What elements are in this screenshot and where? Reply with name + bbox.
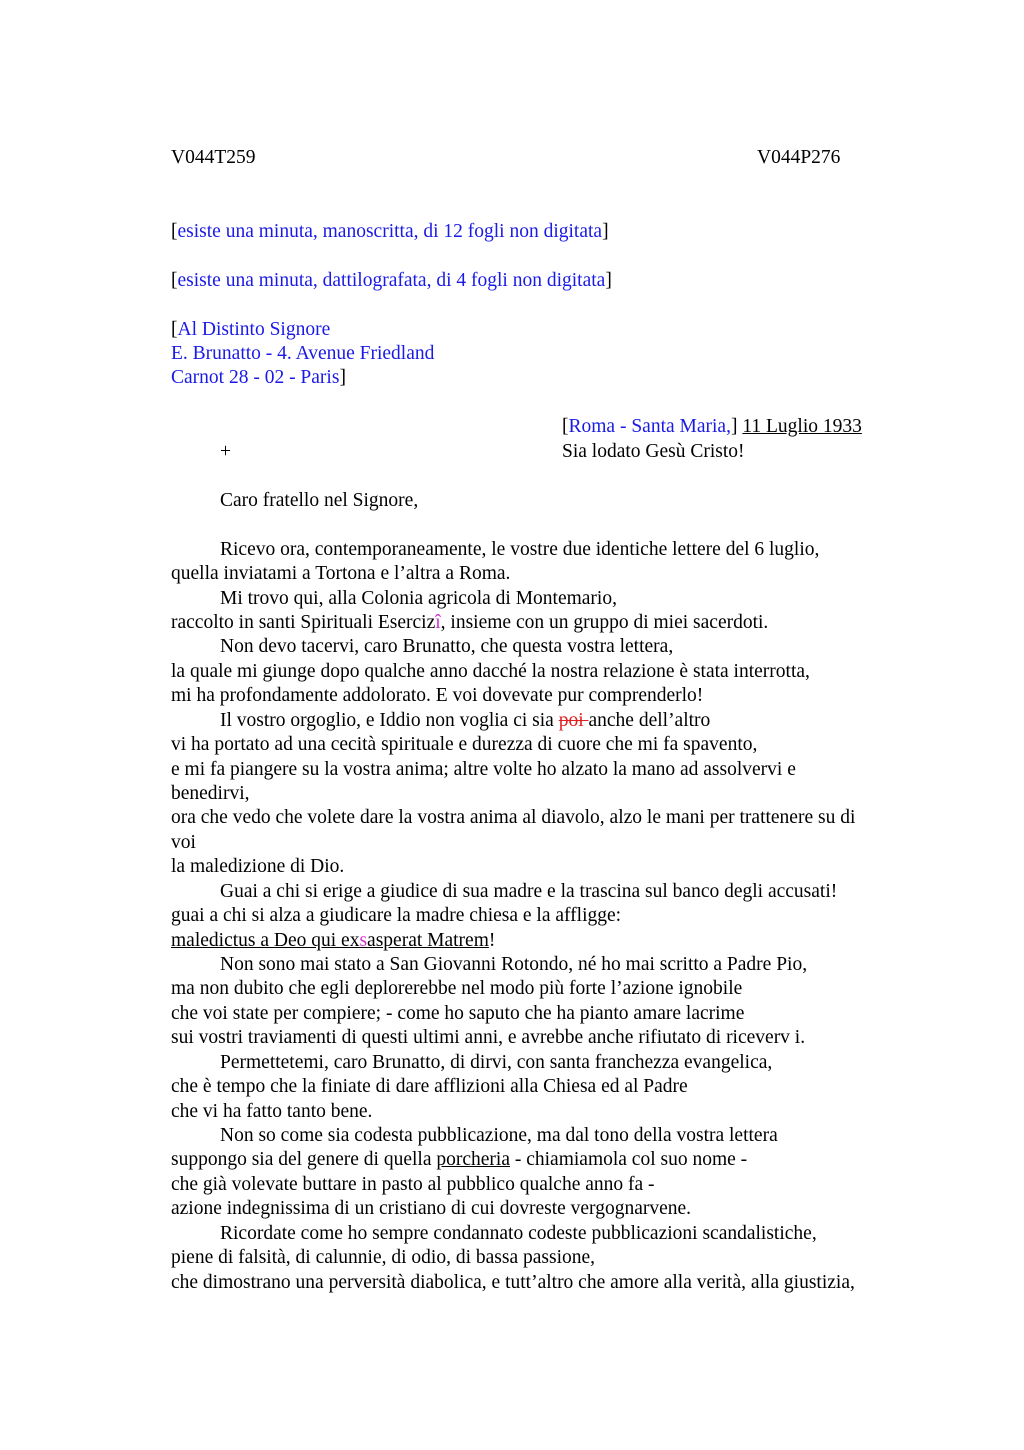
- body-line: Ricordate come ho sempre condannato codeste pubblicazioni scandalistiche,: [220, 1223, 817, 1244]
- body-line: [171, 611, 768, 635]
- body-line-part: - chiamiamola col suo nome -: [509, 1149, 748, 1170]
- address-line-3-text: Carnot 28 - 02 - Paris: [171, 367, 340, 388]
- address-line-3: Carnot 28 - 02 - Paris]: [171, 367, 346, 388]
- note-minuta-2-text: esiste una minuta, dattilografata, di 4 fogli non digitata: [177, 270, 606, 291]
- correction-mark: î: [435, 612, 441, 633]
- body-line-part: !: [488, 930, 496, 951]
- body-line: che vi ha fatto tanto bene.: [171, 1101, 373, 1122]
- body-line: ora che vedo che volete dare la vostra anima al diavolo, alzo le mani per trattenere su di: [171, 807, 856, 828]
- body-line: azione indegnissima di un cristiano di cui dovreste vergognarvene.: [171, 1198, 692, 1219]
- latin-quote-part: asperat Matrem: [367, 930, 489, 951]
- note-minuta-2: [esiste una minuta, dattilografata, di 4 fogli non digitata]: [171, 270, 612, 291]
- deleted-word: poi: [558, 710, 589, 731]
- left-code: V044T259: [171, 147, 256, 168]
- dateline-date: 11 Luglio 1933: [742, 416, 862, 437]
- underlined-word: porcheria: [436, 1149, 510, 1170]
- body-line: [171, 929, 495, 953]
- body-line: benedirvi,: [171, 783, 250, 804]
- body-line: quella inviatami a Tortona e l’altra a Roma.: [171, 563, 511, 584]
- body-line: ma non dubito che egli deplorerebbe nel modo più forte l’azione ignobile: [171, 978, 743, 999]
- address-line-1-text: Al Distinto Signore: [177, 319, 331, 340]
- body-line: Non devo tacervi, caro Brunatto, che questa vostra lettera,: [220, 636, 674, 657]
- body-line: che già volevate buttare in pasto al pubblico qualche anno fa -: [171, 1174, 655, 1195]
- body-line: Ricevo ora, contemporaneamente, le vostre due identiche lettere del 6 luglio,: [220, 539, 820, 560]
- body-line: Permettetemi, caro Brunatto, di dirvi, con santa franchezza evangelica,: [220, 1052, 773, 1073]
- body-line: la maledizione di Dio.: [171, 856, 345, 877]
- body-line: Non so come sia codesta pubblicazione, ma dal tono della vostra lettera: [220, 1125, 778, 1146]
- body-line: la quale mi giunge dopo qualche anno dacché la nostra relazione è stata interrotta,: [171, 661, 810, 682]
- body-line: che è tempo che la finiate di dare afflizioni alla Chiesa ed al Padre: [171, 1076, 688, 1097]
- body-line: [171, 1148, 747, 1172]
- latin-quote-part: maledictus a Deo qui ex: [171, 930, 360, 951]
- body-line: [220, 709, 710, 733]
- note-minuta-1-text: esiste una minuta, manoscritta, di 12 fogli non digitata: [177, 221, 603, 242]
- body-line-part: , insieme con un gruppo di miei sacerdoti.: [440, 612, 769, 633]
- body-line: sui vostri traviamenti di questi ultimi anni, e avrebbe anche rifiutato di riceverv i.: [171, 1027, 806, 1048]
- body-line: che dimostrano una perversità diabolica, e tutt’altro che amore alla verità, alla giustizia,: [171, 1272, 855, 1293]
- body-line-part: suppongo sia del genere di quella: [171, 1149, 437, 1170]
- body-line: che voi state per compiere; - come ho saputo che ha pianto amare lacrime: [171, 1003, 745, 1024]
- body-line: Guai a chi si erige a giudice di sua madre e la trascina sul banco degli accusati!: [220, 881, 838, 902]
- note-minuta-1: [esiste una minuta, manoscritta, di 12 fogli non digitata]: [171, 221, 609, 242]
- body-line: e mi fa piangere su la vostra anima; altre volte ho alzato la mano ad assolvervi e: [171, 759, 796, 780]
- body-line-part: anche dell’altro: [588, 710, 711, 731]
- body-line-part: raccolto in santi Spirituali Eserciz: [171, 612, 436, 633]
- body-line: piene di falsità, di calunnie, di odio, di bassa passione,: [171, 1247, 596, 1268]
- address-line-2: E. Brunatto - 4. Avenue Friedland: [171, 343, 435, 364]
- correction-mark: s: [359, 930, 368, 951]
- right-code: V044P276: [757, 147, 841, 168]
- body-line: Non sono mai stato a San Giovanni Rotondo, né ho mai scritto a Padre Pio,: [220, 954, 808, 975]
- body-line: vi ha portato ad una cecità spirituale e durezza di cuore che mi fa spavento,: [171, 734, 758, 755]
- blessing: Sia lodato Gesù Cristo!: [562, 441, 745, 462]
- body-line: mi ha profondamente addolorato. E voi dovevate pur comprenderlo!: [171, 685, 704, 706]
- body-line: guai a chi si alza a giudicare la madre chiesa e la affligge:: [171, 905, 622, 926]
- dateline-place: Roma - Santa Maria,: [568, 416, 731, 437]
- address-line-1: [Al Distinto Signore: [171, 319, 331, 340]
- cross-mark: +: [220, 441, 231, 462]
- body-line: Mi trovo qui, alla Colonia agricola di Montemario,: [220, 588, 617, 609]
- body-line-part: Il vostro orgoglio, e Iddio non voglia ci sia: [220, 710, 559, 731]
- latin-quote: [171, 930, 489, 951]
- body-line: voi: [171, 832, 196, 853]
- dateline: [Roma - Santa Maria,] 11 Luglio 1933: [562, 416, 862, 437]
- salutation: Caro fratello nel Signore,: [220, 490, 419, 511]
